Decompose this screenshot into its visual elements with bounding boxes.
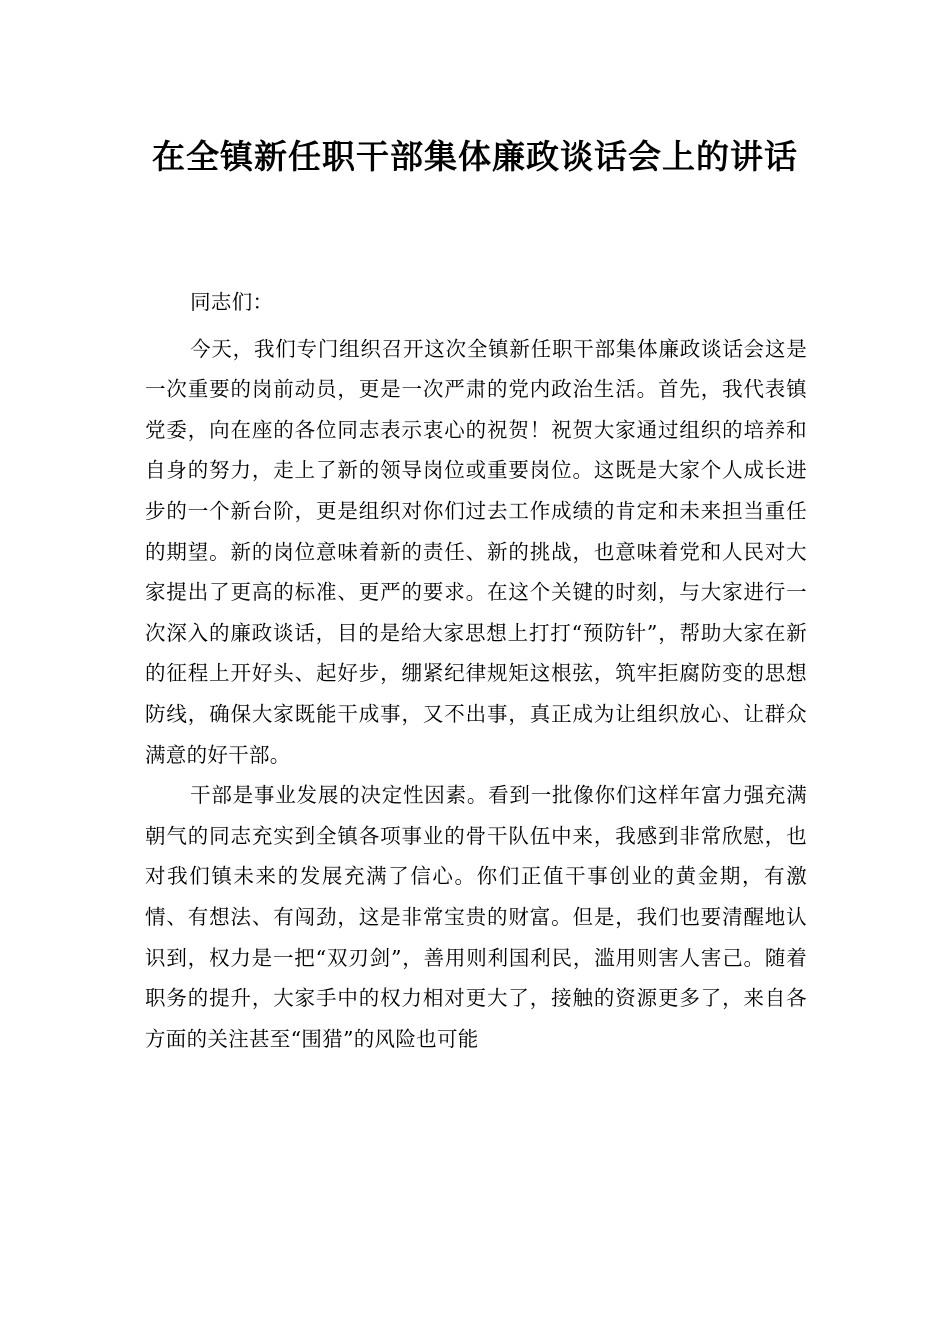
document-body [145,282,807,1059]
document-title: 在全镇新任职干部集体廉政谈话会上的讲话 [152,137,798,176]
salutation: 同志们： [190,290,274,314]
paragraph-1: 今天，我们专门组织召开这次全镇新任职干部集体廉政谈话会这是一次重要的岗前动员，更是一次严肃的党内政治生活。首先，我代表镇党委，向在座的各位同志表示衷心的祝贺！祝贺大家通过组织的培养和自身的努力，走上了新的领导岗位或重要岗位。这既是大家个人成长进步的一个新台阶，更是组织对你们过去工作成绩的肯定和未来担当重任的期望。新的岗位意味着新的责任、新的挑战，也意味着党和人民对大家提出了更高的标准、更严的要求。在这个关键的时刻，与大家进行一次深入的廉政谈话，目的是给大家思想上打打“预防针”，帮助大家在新的征程上开好头、起好步，绷紧纪律规矩这根弦，筑牢拒腐防变的思想防线，确保大家既能干成事，又不出事，真正成为让组织放心、让群众满意的好干部。 [145,336,807,767]
paragraph-2: 干部是事业发展的决定性因素。看到一批像你们这样年富力强充满朝气的同志充实到全镇各项事业的骨干队伍中来，我感到非常欣慰，也对我们镇未来的发展充满了信心。你们正值干事创业的黄金期，有激情、有想法、有闯劲，这是非常宝贵的财富。但是，我们也要清醒地认识到，权力是一把“双刃剑”，善用则利国利民，滥用则害人害己。随着职务的提升，大家手中的权力相对更大了，接触的资源更多了，来自各方面的关注甚至“围猎”的风险也可能 [145,783,807,1051]
